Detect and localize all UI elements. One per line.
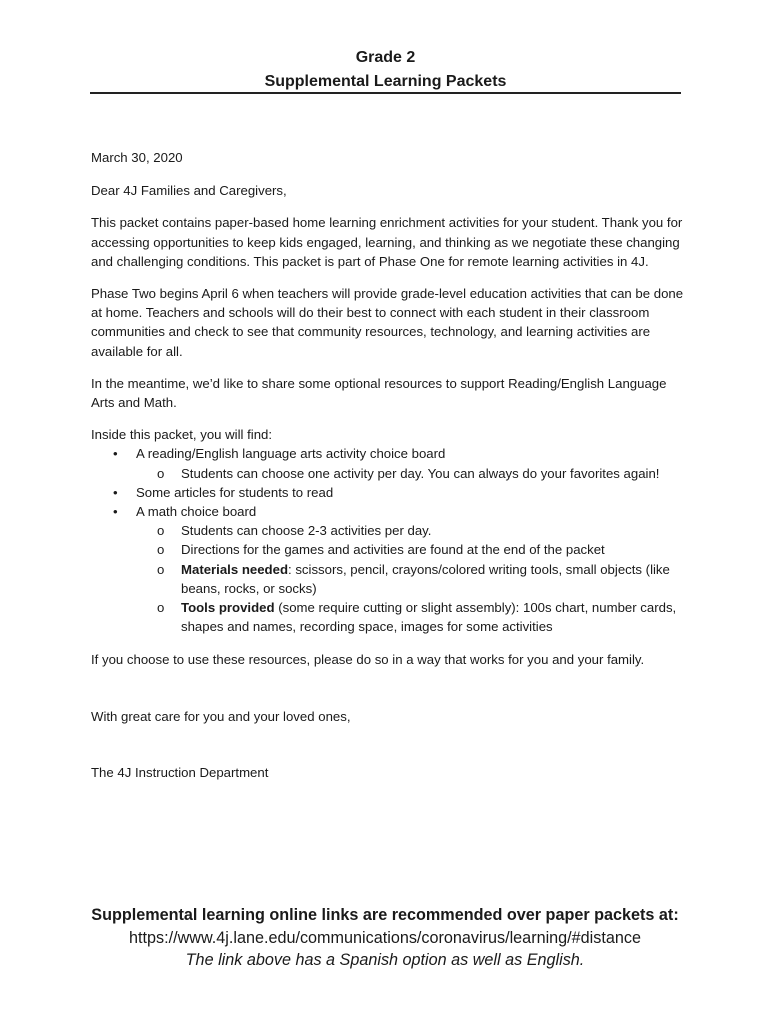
- packet-contents-list: [91, 444, 691, 636]
- sub-list-item-text: Students can choose one activity per day. You can always do your favorites again!: [181, 465, 660, 481]
- sub-list-item: [136, 521, 691, 540]
- list-item: [91, 483, 691, 502]
- letter-greeting: Dear 4J Families and Caregivers,: [91, 183, 287, 199]
- footer-note: The link above has a Spanish option as well as English.: [185, 951, 585, 969]
- header-divider: [90, 92, 681, 94]
- bullet-icon: •: [113, 446, 118, 462]
- sub-bullet-icon: o: [157, 600, 165, 616]
- sub-list-item-text: Directions for the games and activities are found at the end of the packet: [181, 542, 605, 558]
- letter-date: March 30, 2020: [91, 150, 183, 165]
- list-item-text: A math choice board: [136, 504, 257, 520]
- list-item-text: Some articles for students to read: [136, 484, 334, 500]
- sub-list-item-bold: Tools provided: [181, 600, 275, 616]
- letter-paragraph: In the meantime, we’d like to share some optional resources to support Reading/English Language Arts and Math.: [91, 375, 667, 411]
- document-header: [90, 46, 681, 94]
- letter-body: [91, 148, 691, 782]
- sign-off: With great care for you and your loved ones,: [91, 708, 351, 724]
- sub-bullet-icon: o: [157, 542, 165, 558]
- header-title: Supplemental Learning Packets: [264, 73, 507, 90]
- footer-url-link[interactable]: https://www.4j.lane.edu/communications/coronavirus/learning/#distance: [129, 928, 641, 947]
- sub-list-item: [136, 540, 691, 559]
- list-item-text: A reading/English language arts activity choice board: [136, 446, 446, 462]
- closing-paragraph: If you choose to use these resources, please do so in a way that works for you and your family.: [91, 652, 645, 668]
- sub-list-item-text: Students can choose 2-3 activities per day.: [181, 523, 432, 539]
- list-item: [91, 444, 691, 482]
- sub-list-item-text: (some require cutting or slight assembly): 100s chart, number cards, shapes and names, recording space, images for some activities: [181, 600, 677, 635]
- footer-notice: [60, 904, 710, 972]
- sub-list: [136, 521, 691, 636]
- list-item: [91, 502, 691, 636]
- signature: The 4J Instruction Department: [91, 764, 269, 780]
- sub-list-item-text: : scissors, pencil, crayons/colored writing tools, small objects (like beans, rocks, or socks): [181, 561, 670, 596]
- sub-list: [136, 464, 691, 483]
- sub-bullet-icon: o: [157, 523, 165, 539]
- sub-list-item: [136, 560, 691, 598]
- letter-paragraph: Phase Two begins April 6 when teachers will provide grade-level education activities that can be done at home. Teachers and schools will do their best to connect with each student in their classroom communities and check to see that community resources, technology, and learning activities are available for all.: [91, 286, 684, 359]
- sub-list-item-bold: Materials needed: [181, 561, 289, 577]
- bullet-icon: •: [113, 484, 118, 500]
- sub-bullet-icon: o: [157, 465, 165, 481]
- letter-paragraph: This packet contains paper-based home learning enrichment activities for your student. Thank you for accessing opportunities to keep kids engaged, learning, and thinking as we negotiate these changing and challenging conditions. This packet is part of Phase One for remote learning activities in 4J.: [91, 215, 683, 269]
- sub-list-item: [136, 598, 691, 636]
- packet-contents-intro: Inside this packet, you will find:: [91, 427, 273, 443]
- bullet-icon: •: [113, 504, 118, 520]
- sub-list-item: [136, 464, 691, 483]
- sub-bullet-icon: o: [157, 561, 165, 577]
- header-grade: Grade 2: [355, 49, 416, 66]
- footer-heading: Supplemental learning online links are recommended over paper packets at:: [91, 906, 679, 924]
